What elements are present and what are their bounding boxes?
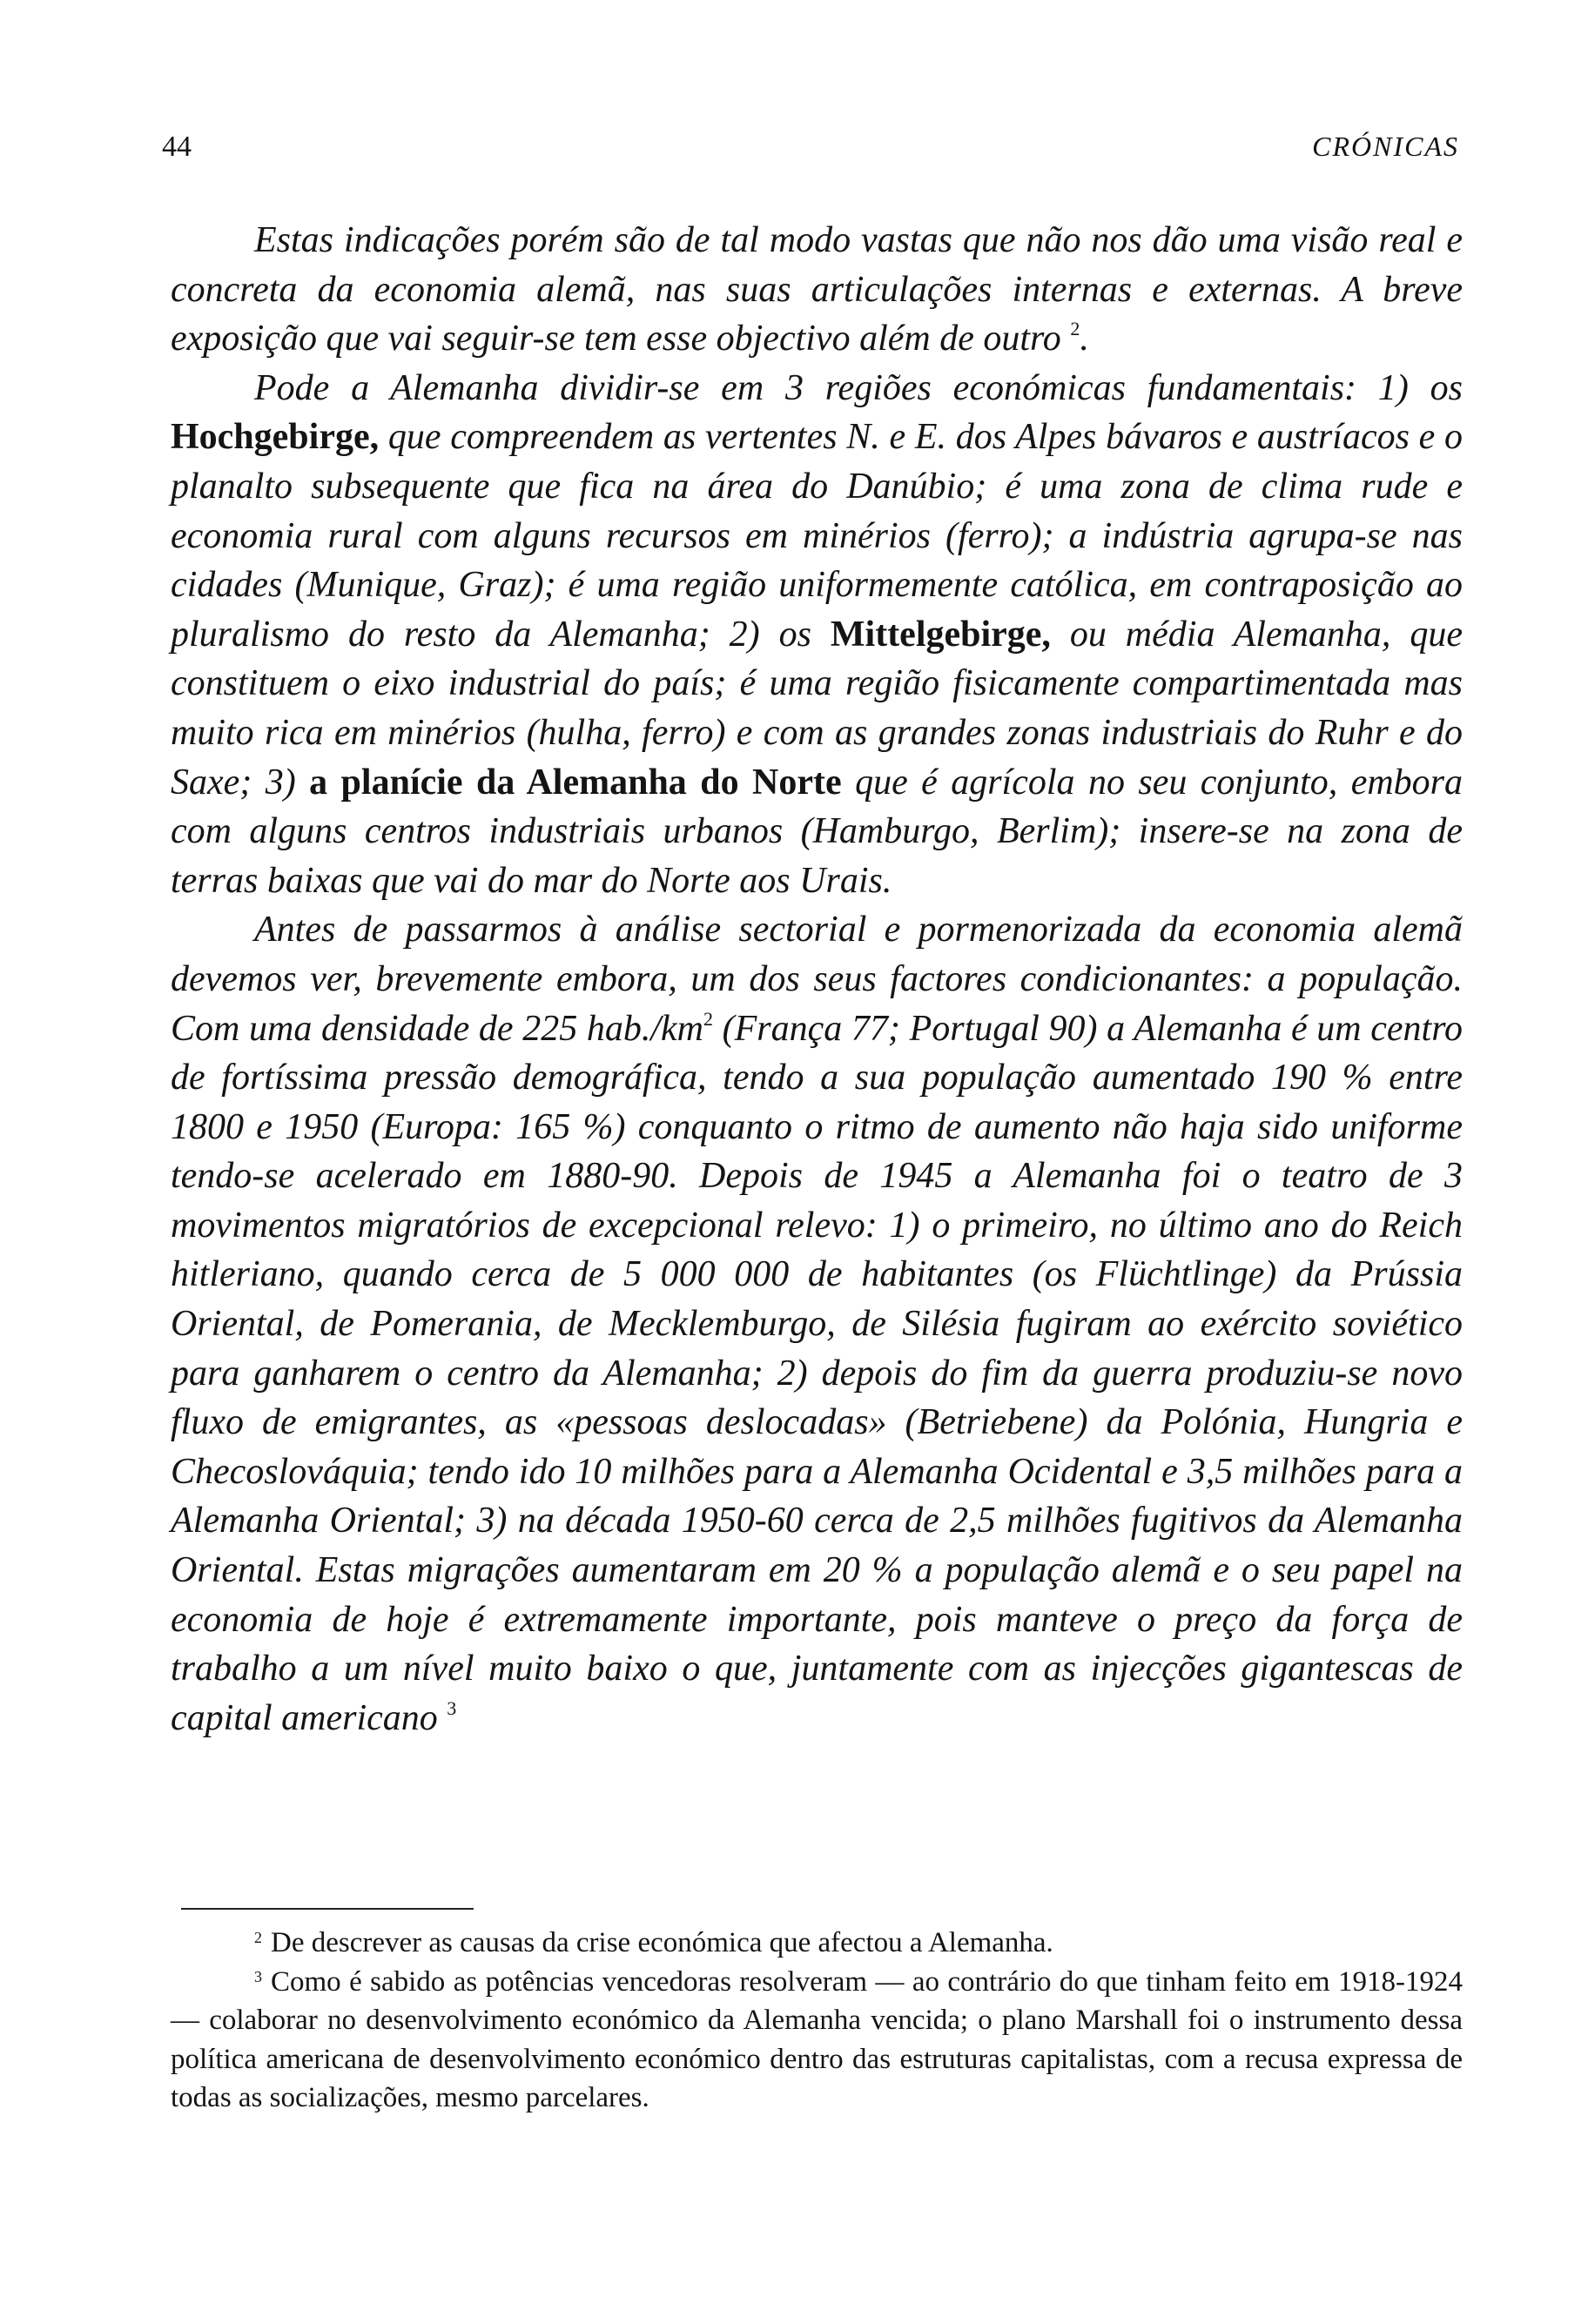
paragraph-3-text-b: (França 77; Portugal 90) a Alemanha é um centro de fortíssima pressão demográfica, tendo a sua população aumentado 190 % entre 1800 e 1950 (Europa: 165 %) conquanto o ritmo de aumento não haja sido uniforme tendo-se acelerado em 1880-90. Depois de 1945 a Alemanha foi o teatro de 3 movimentos migratórios de excepcional relevo: 1) o primeiro, no último ano do Reich hitleriano, quando cerca de 5 000 000 de habitantes (os Flüchtlinge) da Prússia Oriental, de Pomerania, de Mecklemburgo, de Silésia fugiram ao exército soviético para ganharem o centro da Alemanha; 2) depois do fim da guerra produziu-se novo fluxo de emigrantes, as «pessoas deslocadas» (Betriebene) da Polónia, Hungria e Checoslováquia; tendo ido 10 milhões para a Alemanha Ocidental e 3,5 milhões para a Alemanha Oriental; 3) na década 1950-60 cerca de 2,5 milhões fugitivos da Alemanha Oriental. Estas migrações aumentaram em 20 % a população alemã e o seu papel na economia de hoje é extremamente importante, pois manteve o preço da força de trabalho a um nível muito baixo o que, juntamente com as injecções gigantescas de capital americano: [171, 1008, 1464, 1738]
footnote-divider: [181, 1908, 474, 1910]
paragraph-2-text-c: ou média Alemanha, que constituem o eixo industrial do país; é uma região fisicamente compartimentada mas muito rica em minérios (hulha, ferro) e com as grandes zonas industriais do Ruhr e do Saxe; 3): [171, 614, 1464, 803]
paragraph-3: [171, 905, 1463, 1743]
footnote-mark: 3: [254, 1967, 262, 1985]
footnote-ref-2: 2: [1070, 318, 1080, 340]
running-title: CRÓNICAS: [1312, 131, 1459, 162]
footnotes: [171, 1924, 1463, 2118]
paragraph-3-text-a: Antes de passarmos à análise sectorial e pormenorizada da economia alemã devemos ver, brevemente embora, um dos seus factores condicionantes: a população. Com uma densidade de 225 hab./km: [171, 910, 1463, 1049]
paragraph-2-text-b: que compreendem as vertentes N. e E. dos Alpes bávaros e austríacos e o planalto subsequente que fica na área do Danúbio; é uma zona de clima rude e economia rural com alguns recursos em minérios (ferro); a indústria agrupa-se nas cidades (Munique, Graz); é uma região uniformemente católica, em contraposição ao pluralismo do resto da Alemanha; 2) os: [171, 417, 1464, 655]
term-mittelgebirge: Mittelgebirge,: [830, 614, 1051, 655]
paragraph-1-text: Estas indicações porém são de tal modo vastas que não nos dão uma visão real e concreta da economia alemã, nas suas articulações internas e externas. A breve exposição que vai seguir-se tem esse objectivo além de outro: [171, 220, 1463, 359]
term-planicie-norte: a planície da Alemanha do Norte: [309, 762, 842, 803]
paragraph-2-text-d: que é agrícola no seu conjunto, embora com alguns centros industriais urbanos (Hamburgo, Berlim); insere-se na zona de terras baixas que vai do mar do Norte aos Urais.: [171, 762, 1464, 901]
paragraph-1-end: .: [1080, 319, 1089, 359]
term-hochgebirge: Hochgebirge,: [171, 417, 380, 458]
paragraph-2-text-a: Pode a Alemanha dividir-se em 3 regiões económicas fundamentais: 1) os: [254, 367, 1463, 408]
footnote-3: [171, 1963, 1463, 2118]
footnote-2: [171, 1924, 1463, 1963]
paragraph-2: [171, 364, 1463, 906]
paragraph-1: [171, 216, 1463, 364]
page-number: 44: [162, 131, 192, 163]
footnote-text: De descrever as causas da crise económica que afectou a Alemanha.: [271, 1927, 1053, 1958]
footnote-mark: 2: [254, 1929, 262, 1946]
footnote-text: Como é sabido as potências vencedoras resolveram — ao contrário do que tinham feito em 1918-1924 — colaborar no desenvolvimento económico da Alemanha vencida; o plano Marshall foi o instrumento dessa política americana de desenvolvimento económico dentro das estruturas capitalistas, com a recusa expressa de todas as socializações, mesmo parcelares.: [171, 1965, 1463, 2113]
main-text: [171, 216, 1463, 1743]
footnote-ref-3: 3: [447, 1696, 457, 1719]
superscript-2: 2: [703, 1007, 713, 1030]
